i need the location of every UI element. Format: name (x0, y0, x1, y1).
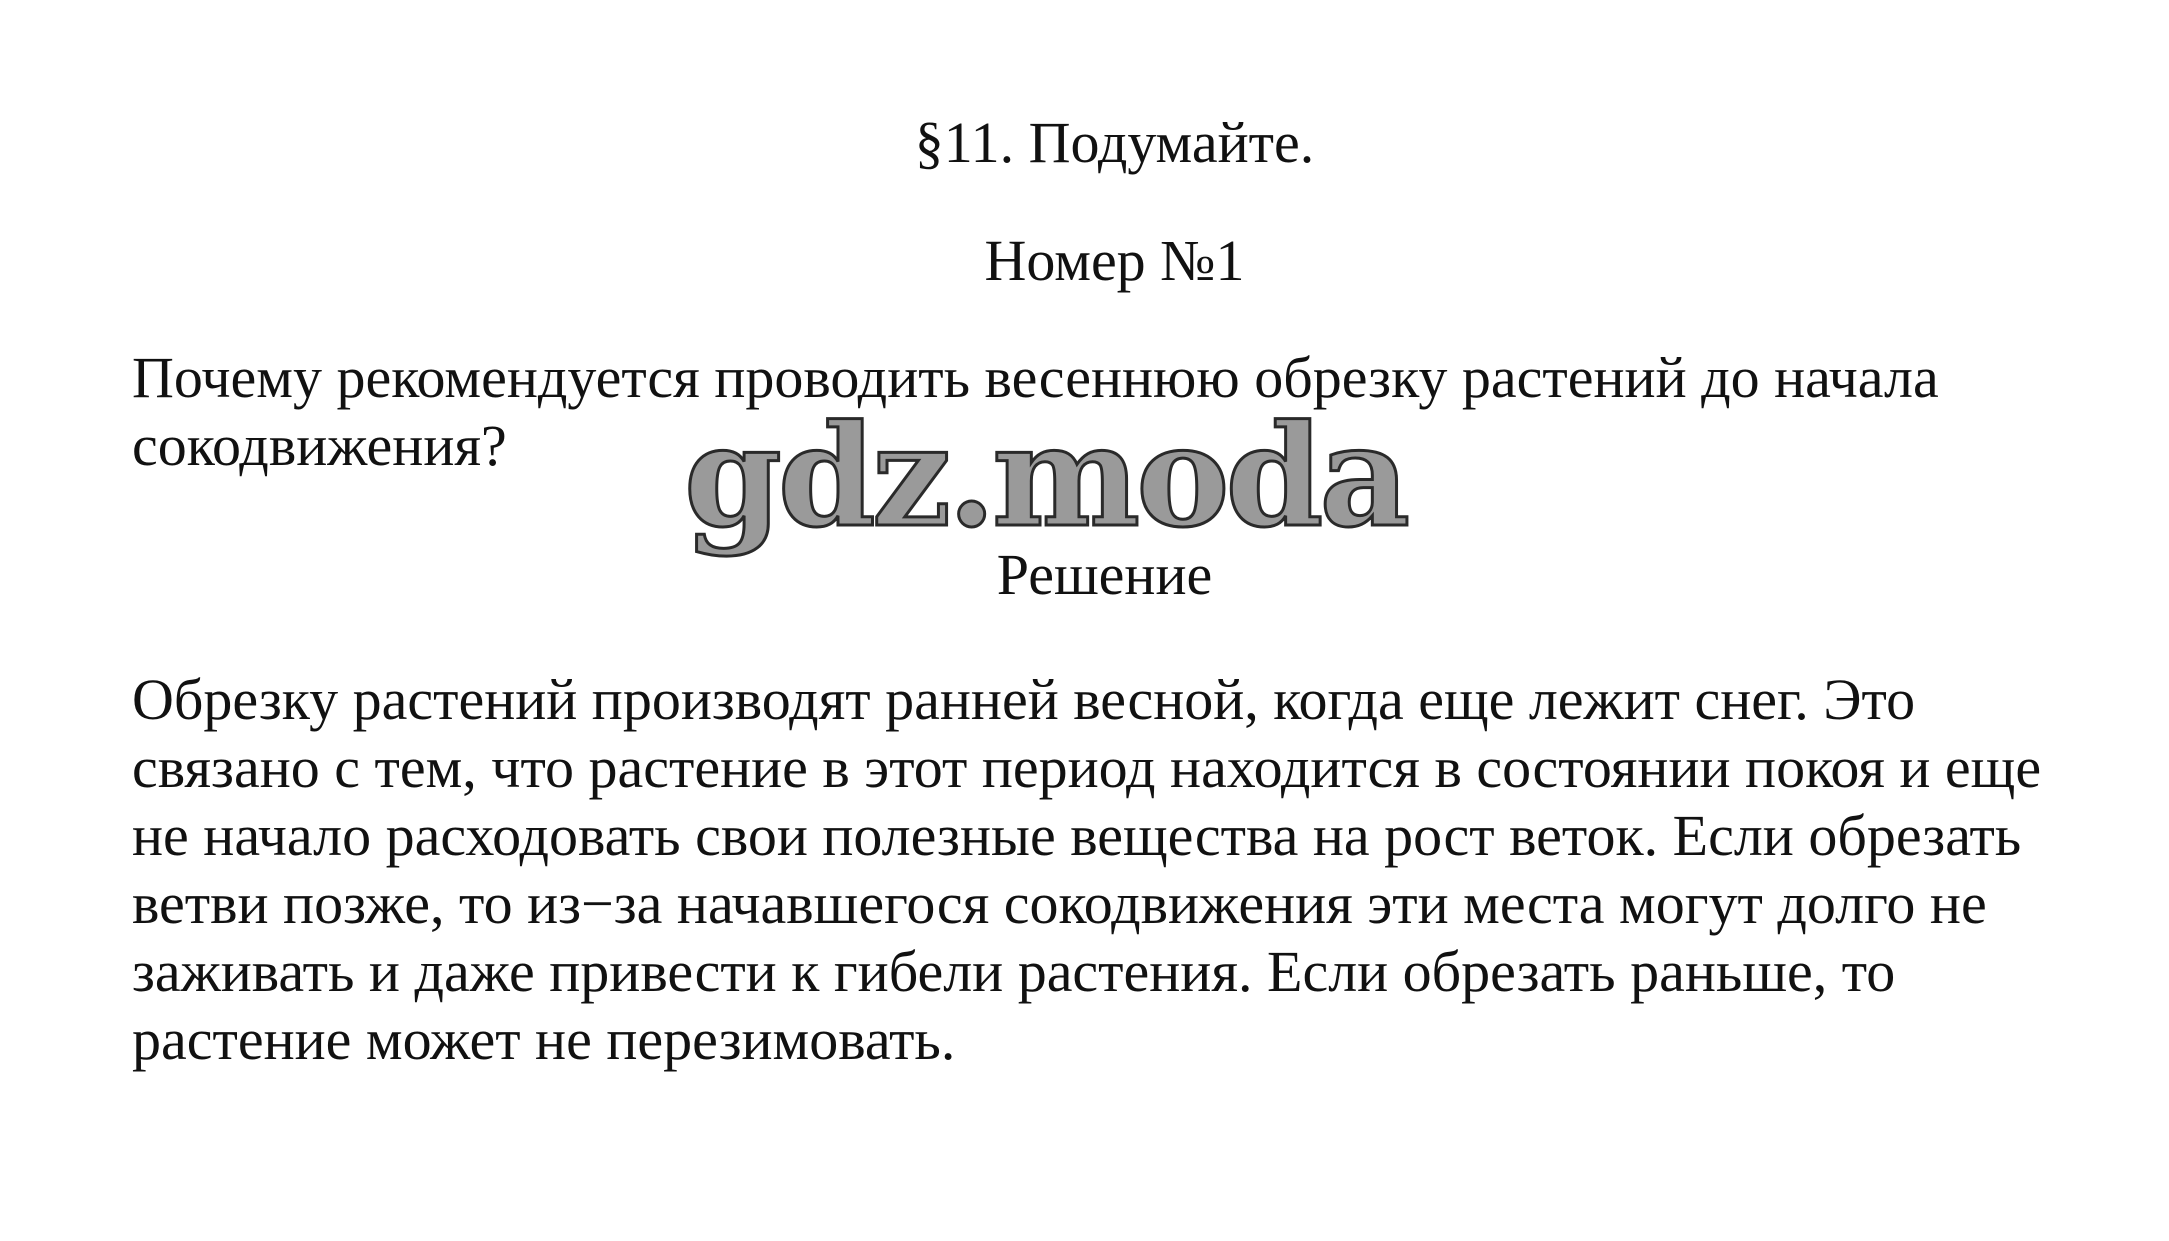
question-text: Почему рекомендуется проводить весеннюю обрезку растений до начала сокодвижения? (132, 345, 1939, 478)
solution-heading: Решение (996, 542, 1213, 607)
task-number: Номер №1 (984, 228, 1245, 293)
answer-text: Обрезку растений производят ранней весной, когда еще лежит снег. Это связано с тем, что растение в этот период находится в состоянии покоя и еще не начало расходовать свои полезные вещества на рост веток. Если обрезать ветви позже, то из−за начавшегося сокодвижения эти места могут долго не заживать и даже привести к гибели растения. Если обрезать раньше, то растение может не перезимовать. (132, 667, 2042, 1072)
section-title: §11. Подумайте. (914, 110, 1315, 175)
watermark-text: gdz.moda (684, 395, 1407, 559)
